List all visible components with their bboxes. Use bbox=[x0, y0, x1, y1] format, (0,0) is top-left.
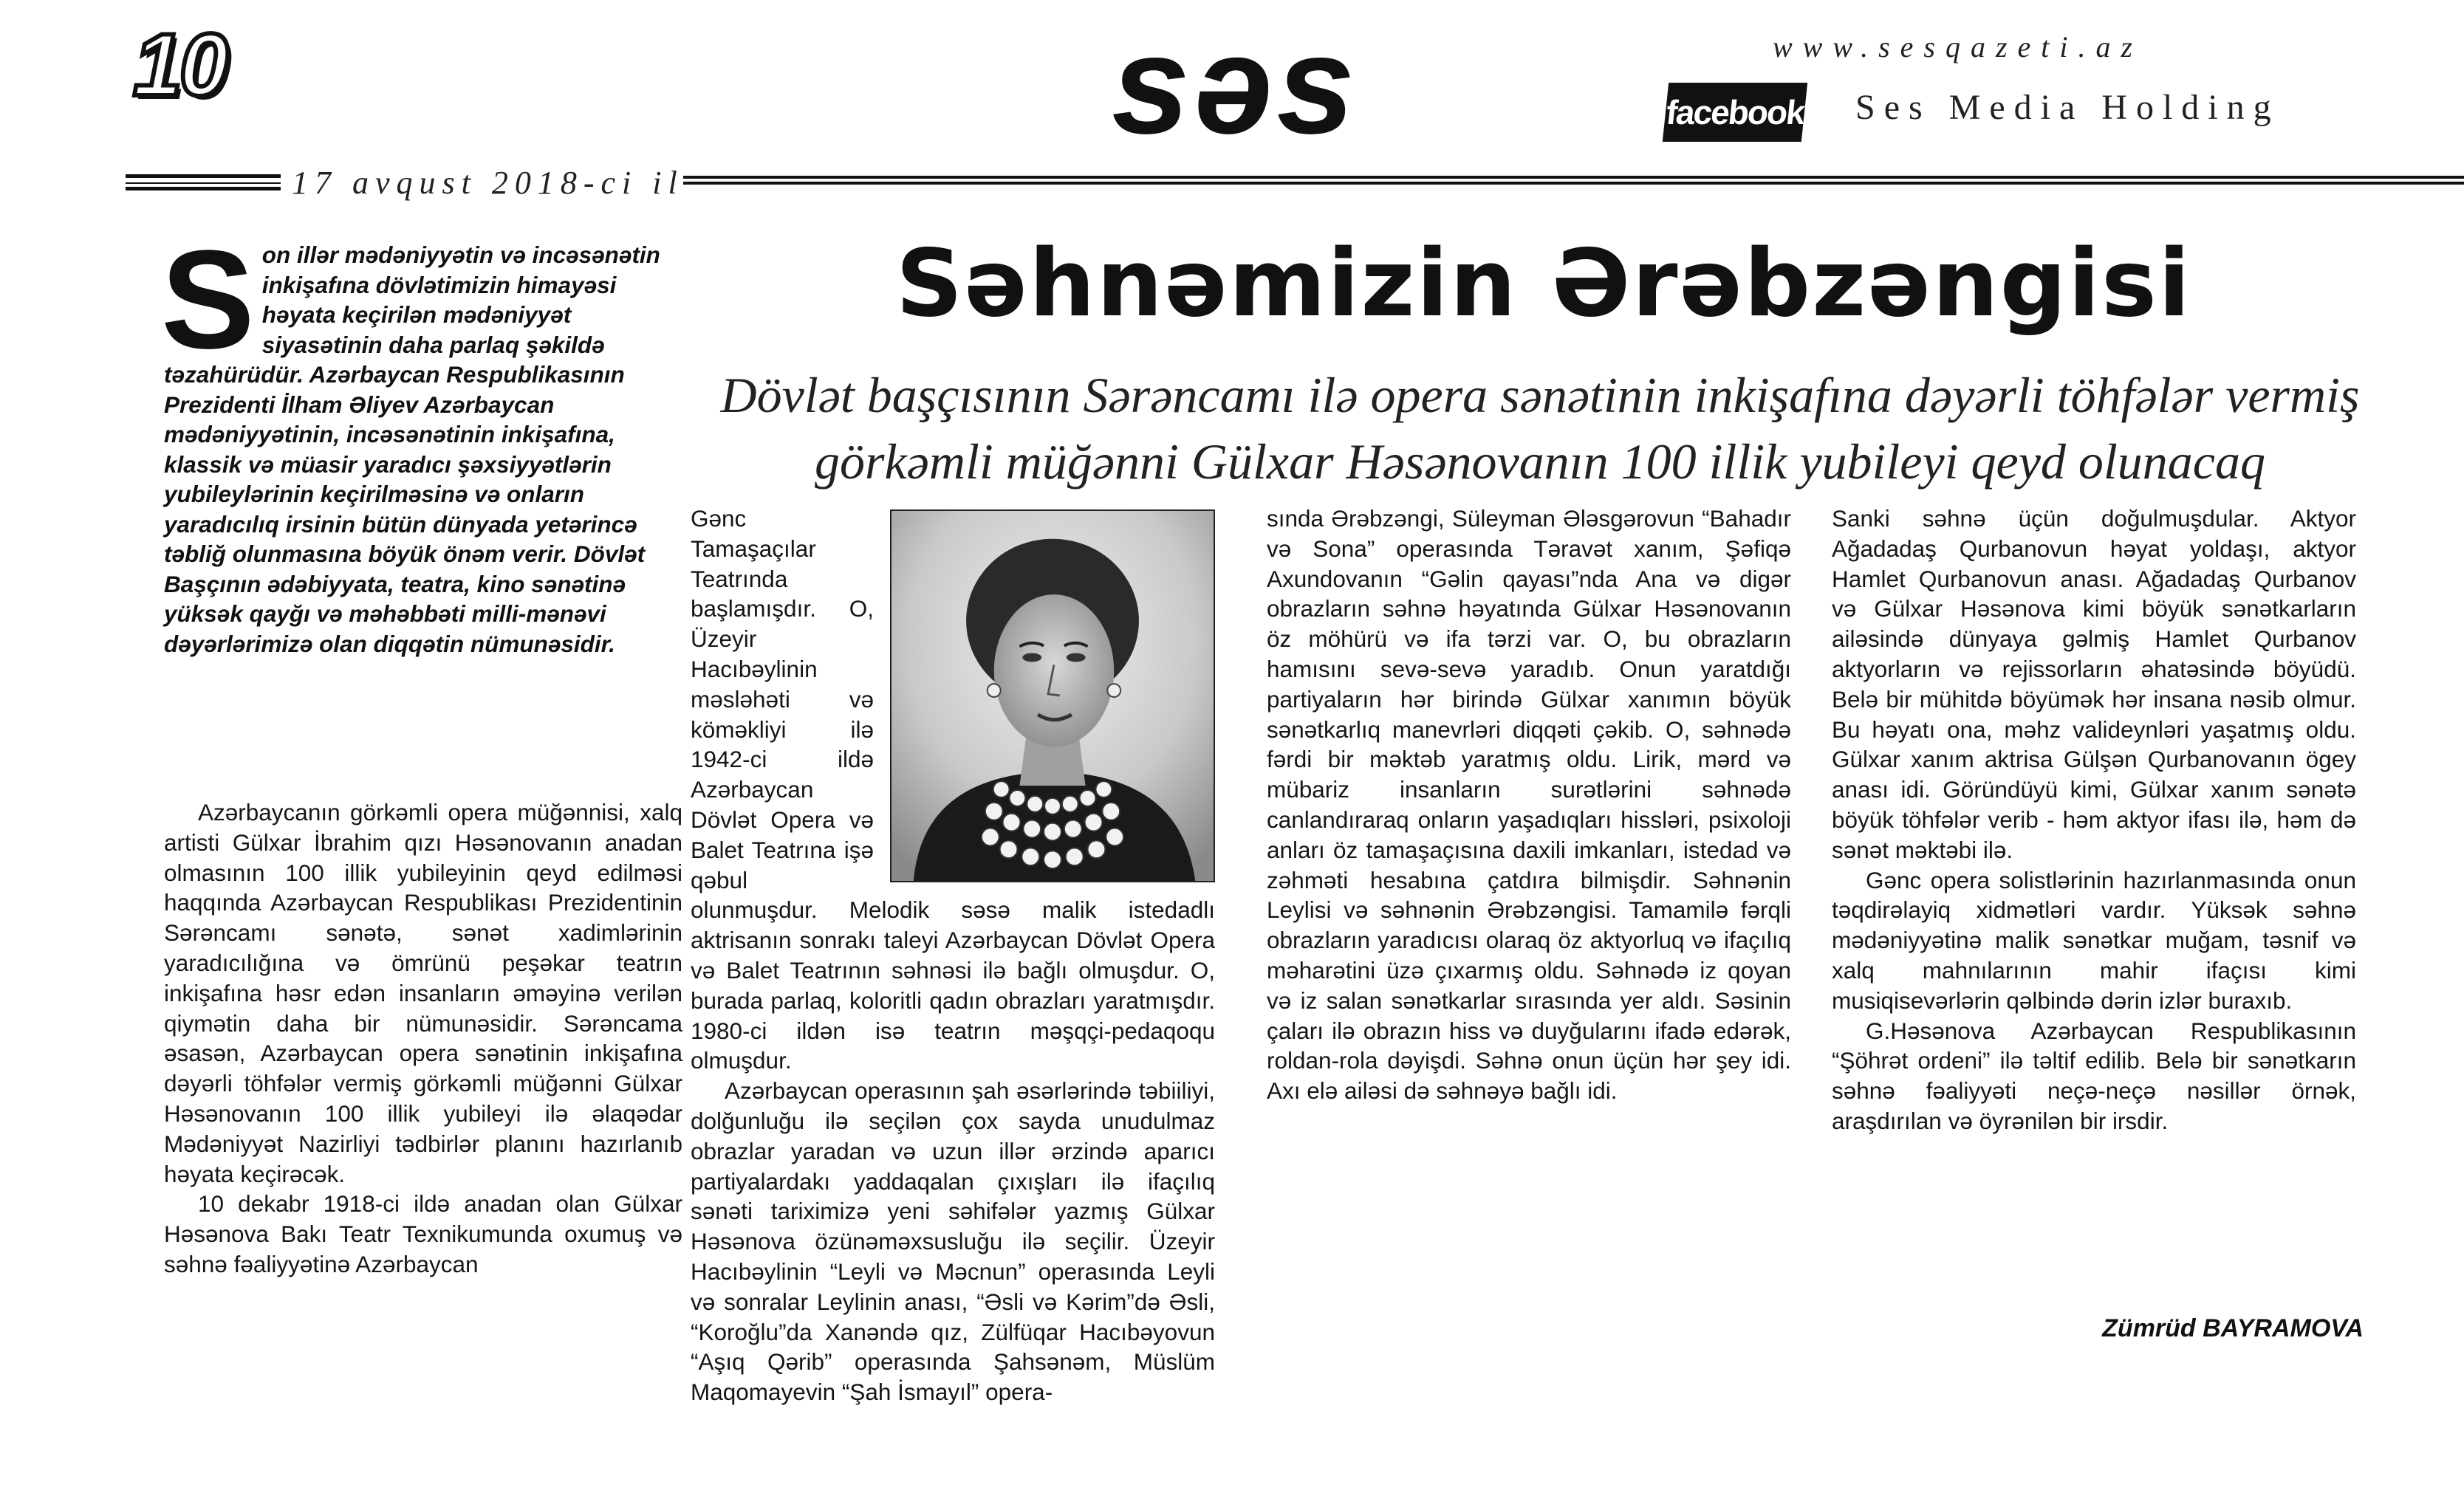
paragraph: Gənc Tamaşaçılar Teatrında başlamışdır. O, Üzeyir Hacıbəylinin məsləhəti və köməkliyi ilə 1942-ci ildə Azərbaycan Dövlət Opera və Balet Teatrına işə qəbul olunmuşdur. Melodik səsə malik istedadlı aktrisanın sonrakı taleyi Azərbaycan Dövlət Opera və Balet Teatrının səhnəsi ilə bağlı olmuşdur. O, burada parlaq, koloritli qadın obrazları yaratmışdır. 1980-ci ildən isə teatrın məşqçi-pedaqoqu olmuşdur. bbox=[691, 505, 1215, 1074]
masthead-rule-right bbox=[683, 176, 2464, 185]
paragraph: Azərbaycanın görkəmli opera müğənnisi, xalq artisti Gülxar İbrahim qızı Həsənovanın anadan olmasının 100 illik yubileyinin qeyd edilməsi haqqında Azərbaycan Respublikası Prezidentinin Sərəncamı sənətə, sənət xadimlərinin yaradıcılığına və ömrünü peşəkar teatrın inkişafına həsr edən insanların əməyinə verilən qiymətin daha bir nümunəsidir. Sərəncama əsasən, Azərbaycan opera sənətinin inkişafına dəyərli töhfələr vermiş görkəmli müğənni Gülxar Həsənovanın 100 illik yubileyi ilə əlaqədar Mədəniyyət Nazirliyi tədbirlər planını hazırlanıb həyata keçirəcək. bbox=[164, 799, 682, 1187]
article-subtitle: Dövlət başçısının Sərəncamı ilə opera sənətinin inkişafına dəyərli töhfələr vermiş görkəmli müğənni Gülxar Həsənovanın 100 illik yubileyi qeyd olunacaq bbox=[720, 367, 2360, 490]
masthead-rule-left bbox=[126, 174, 281, 191]
newspaper-logo: səs bbox=[1112, 7, 1360, 163]
paragraph: sında Ərəbzəngi, Süleyman Ələsgərovun “Bahadır və Sona” operasında Təravət xanım, Şəfiqə Axundovanın “Gəlin qayası”nda Ana və digər obrazların səhnə həyatında Gülxar Həsənovanın öz möhürü və ifa tərzi var. O, bu obrazların hamısını sevə-sevə yaradıb. Onun yaratdığı partiyaların hər birində Gülxar xanımın böyük sənətkarlıq manevrləri diqqəti çəkib. O, səhnədə fərdi bir məktəb yaratmış oldu. Lirik, mərd və mübariz insanların surətlərini səhnədə canlandıraraq onların yaşadıqları hissləri, psixoloji anları öz tamaşaçısına daxili imkanları, istedad və zəhməti hesabına çatdıra bilmişdir. Səhnənin Leylisi və səhnənin Ərəbzəngisi. Tamamilə fərqli obrazların yaradıcısı olaraq öz aktyorluq və ifaçılıq məharətini üzə çıxarmış oldu. Səhnədə iz qoyan və iz salan sənətkarlar sırasında yer aldı. Səsinin çaları ilə obrazın hiss və duyğularını ifadə edərək, roldan-rola dəyişdi. Səhnə onun üçün hər şey idi. Axı elə ailəsi də səhnəyə bağlı idi. bbox=[1267, 505, 1791, 1105]
paragraph: Sanki səhnə üçün doğulmuşdular. Aktyor Ağadadaş Qurbanovun həyat yoldaşı, aktyor Hamlet Qurbanovun anası. Ağadadaş Qurbanov və Gülxar Həsənova kimi böyük sənətkarların ailəsində dünyaya gəlmiş Hamlet Qurbanov aktyorların və rejissorların əhatəsində böyüdü. Belə bir mühitdə böyümək hər insana nəsib olmur. Bu həyatı ona, məhz valideynləri yaşatmış oldu. Gülxar xanım aktrisa Gülşən Qurbanovanın ögey anası idi. Göründüyü kimi, Gülxar xanım sənətə böyük töhfələr verib - həm aktyor ifası ilə, həm də sənət məktəbi ilə. bbox=[1832, 505, 2356, 863]
body-column-3 bbox=[1267, 504, 1791, 1106]
facebook-icon: facebook bbox=[1663, 83, 1807, 142]
paragraph: G.Həsənova Azərbaycan Respublikasının “Şöhrət ordeni” ilə təltif edilib. Belə bir sənətkarın səhnə fəaliyyəti neçə-neçə nəsillər örnək, araşdırılan və öyrənilən bir irsdir. bbox=[1832, 1017, 2356, 1134]
lead-text: on illər mədəniyyətin və incəsənətin inkişafına dövlətimizin himayəsi həyata keçirilən mədəniyyət siyasətinin daha parlaq şəkildə təzahürüdür. Azərbaycan Respublikasının Prezidenti İlham Əliyev Azərbaycan mədəniyyətinin, incəsənətinin inkişafına, klassik və müasir yaradıcı şəxsiyyətlərin yubileylərinin keçirilməsinə və onların yaradıcılıq irsinin bütün dünyada yetərincə təbliğ olunmasına böyük önəm verir. Dövlət Başçının ədəbiyyata, teatra, kino sənətinə yüksək qayğı və məhəbbəti milli-mənəvi dəyərlərimizə olan diqqətin nümunəsidir. bbox=[164, 241, 660, 657]
paragraph: 10 dekabr 1918-ci ildə anadan olan Gülxar Həsənova Bakı Teatr Texnikumunda oxumuş və səhnə fəaliyyətinə Azərbaycan bbox=[164, 1190, 682, 1277]
body-column-4 bbox=[1832, 504, 2356, 1136]
article-title: Səhnəmizin Ərəbzəngisi bbox=[895, 229, 2192, 337]
drop-cap: S bbox=[161, 222, 255, 378]
body-column-2 bbox=[691, 504, 1215, 1407]
portrait-image bbox=[892, 511, 1214, 881]
author-byline: Zümrüd BAYRAMOVA bbox=[2102, 1314, 2364, 1342]
page-number: 10 bbox=[133, 16, 226, 114]
article-lead bbox=[161, 222, 681, 659]
media-holding-name: Ses Media Holding bbox=[1855, 88, 2280, 127]
website-url: www.sesqazeti.az bbox=[1773, 30, 2143, 64]
portrait-photo bbox=[890, 509, 1215, 882]
issue-date: 17 avqust 2018-ci il bbox=[292, 165, 684, 201]
body-column-1 bbox=[164, 797, 682, 1280]
paragraph: Azərbaycan operasının şah əsərlərində təbiiliyi, dolğunluğu ilə seçilən çox sayda unudulmaz obrazlar yaradan və uzun illər ərzində aparıcı partiyalardakı yaddaqalan çıxışları ilə ifaçılıq sənəti tariximizə yeni səhifələr yazmış Gülxar Həsənova özünəməxsusluğu ilə seçilir. Üzeyir Hacıbəylinin “Leyli və Məcnun” operasında Leyli və sonralar Leylinin anası, “Əsli və Kərim”də Əsli, “Koroğlu”da Xanəndə qız, Zülfüqar Hacıbəyovun “Aşıq Qərib” operasında Şahsənəm, Müslüm Maqomayevin “Şah İsmayıl” opera- bbox=[691, 1077, 1215, 1406]
paragraph: Gənc opera solistlərinin hazırlanmasında onun təqdirəlayiq xidmətləri vardır. Yüksək səhnə mədəniyyətinə malik sənətkar muğam, təsnif və xalq mahnılarının mahir ifaçısı kimi musiqisevərlərin qəlbində dərin izlər buraxıb. bbox=[1832, 866, 2356, 1014]
